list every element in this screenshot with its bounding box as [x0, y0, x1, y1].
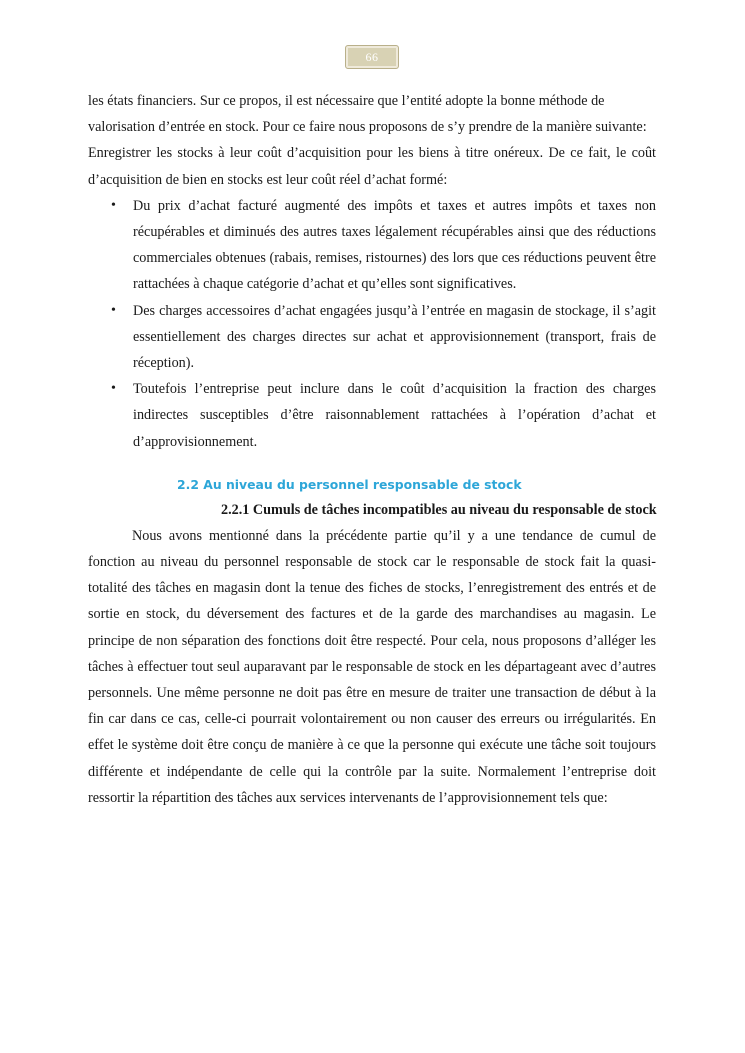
paragraph-acquisition: Enregistrer les stocks à leur coût d’acquisition pour les biens à titre onéreux. De ce fait, le coût d’acquisition de bien en stocks est leur coût réel d’achat formé: [88, 145, 656, 188]
document-body [88, 88, 656, 811]
page-number: 66 [365, 49, 379, 64]
section-heading: 2.2 Au niveau du personnel responsable de stock [177, 476, 522, 492]
list-item-text: Des charges accessoires d’achat engagées jusqu’à l’entrée en magasin de stockage, il s’agit essentiellement des charges directes sur achat et approvisionnement (transport, frais de réception). [133, 302, 656, 372]
list-item [111, 298, 656, 377]
bullet-icon: • [111, 197, 116, 213]
list-item-text: Du prix d’achat facturé augmenté des impôts et taxes et autres impôts et taxes non récupérables et diminués des autres taxes légalement récupérables ainsi que des réductions commerciales obtenues (rabais, remises, ristournes) des lors que ces réductions peuvent être rattachées à chaque catégorie d’achat et qu’elles sont significatives. [133, 197, 656, 293]
paragraph-cumul: Nous avons mentionné dans la précédente partie qu’il y a une tendance de cumul de fonction au niveau du personnel responsable de stock car le responsable de stock fait la quasi-totalité des tâches en magasin dont la tenue des fiches de stocks, l’enregistrement des entrés et de sortie en stock, du déversement des factures et de la garde des marchandises au magasin. Le principe de non séparation des fonctions doit être respecté. Pour cela, nous proposons d’alléger les tâches à effectuer tout seul auparavant par le responsable de stock en les départageant avec d’autres personnels. Une même personne ne doit pas être en mesure de traiter une transaction de début à la fin car dans ce cas, celle-ci pourrait volontairement ou non causer des erreurs ou irrégularités. En effet le système doit être conçu de manière à ce que la personne qui exécute une tâche soit toujours différente et indépendante de celle qui la contrôle par la suite. Normalement l’entreprise doit ressortir la répartition des tâches aux services intervenants de l’approvisionnement tels que: [88, 527, 656, 806]
subsection-heading: 2.2.1 Cumuls de tâches incompatibles au niveau du responsable de stock [221, 501, 657, 518]
list-item-text: Toutefois l’entreprise peut inclure dans le coût d’acquisition la fraction des charges indirectes susceptibles d’être raisonnablement rattachées à l’opération d’achat et d’approvisionnement. [133, 381, 656, 450]
list-item [111, 193, 656, 298]
bullet-icon: • [111, 381, 116, 397]
bullet-icon: • [111, 302, 116, 318]
page-number-badge [345, 45, 399, 69]
bullet-list [88, 193, 656, 455]
list-item [111, 376, 656, 455]
paragraph-intro: les états financiers. Sur ce propos, il est nécessaire que l’entité adopte la bonne méthode de valorisation d’entrée en stock. Pour ce faire nous proposons de s’y prendre de la manière suivante: [88, 93, 647, 136]
